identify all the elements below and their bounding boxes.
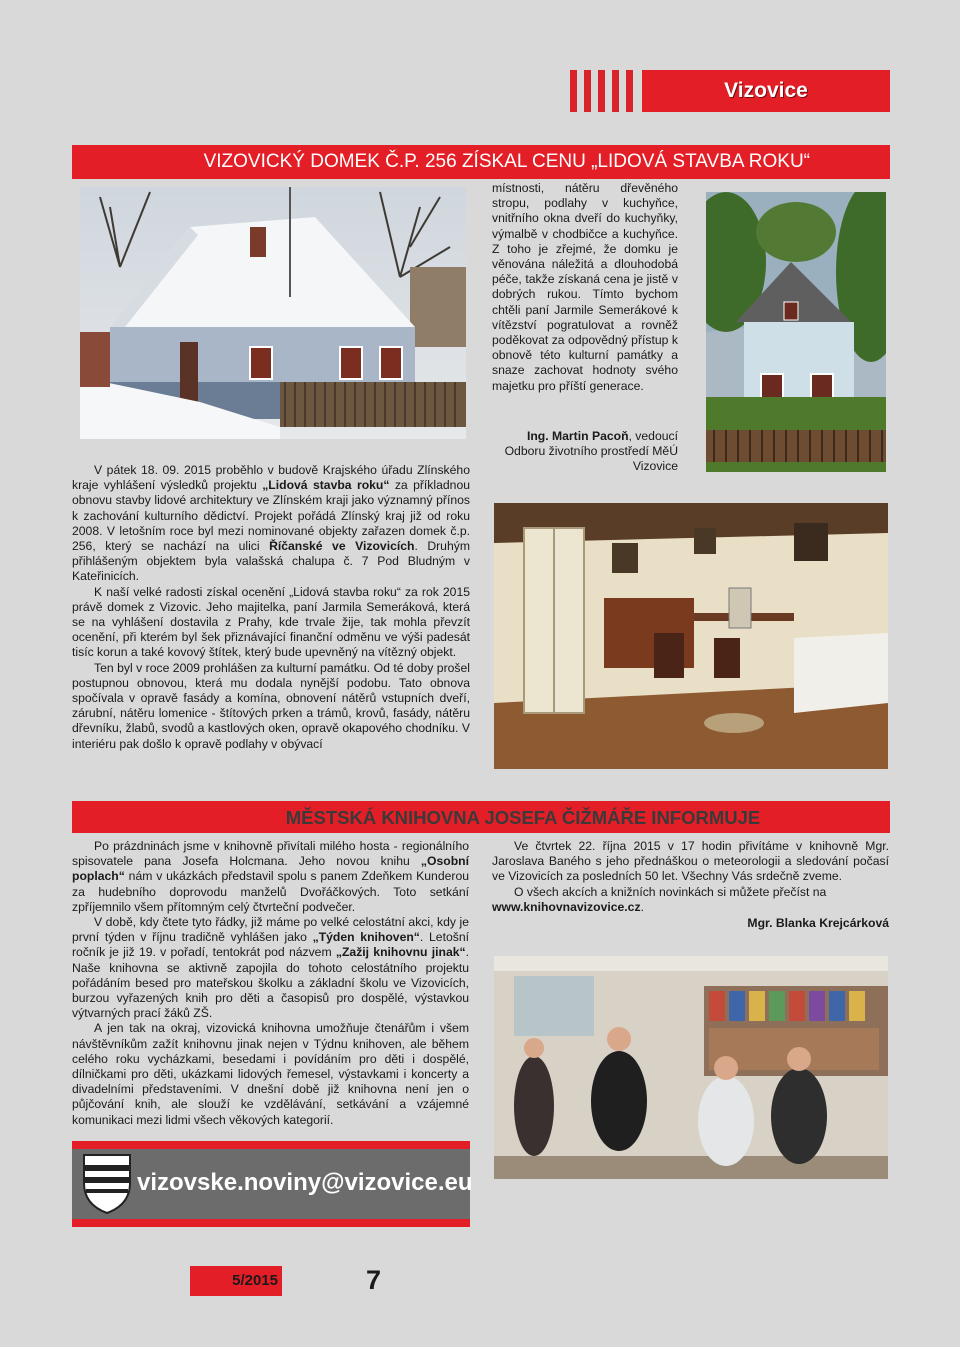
contact-email[interactable]: vizovske.noviny@vizovice.eu [137, 1169, 473, 1196]
article1-body [72, 463, 470, 752]
article1-para2: K naší velké radosti získal ocenění „Lidová stavba roku“ za rok 2015 právě domek z Vizovic. Jeho majitelka, paní Jarmila Semeráková, která se na vyhlášení dostavila z Prahy, kde trvale žije, tak mohla převzít ocenění, při kterém byl šek přiznávající finanční odměnu ve výši padesát tisíc korun a také kovový štítek, který bude upevněný na vítězný objekt. [72, 584, 470, 660]
library-para2: V době, kdy čtete tyto řádky, již máme po velké celostátní akci, kdy je první týden v říjnu tradičně vyhlášen jako „Týden knihoven“. Letošní ročník je již 19. v pořadí, tentokrát pod názvem „Zažij knihovnu jinak“. Naše knihovna se aktivně zapojila do tohoto celostátního projektu pořádáním besed pro mateřskou školku a základní školu ve Vizovicích, burzou vyřazených knih pro děti a časopisů pro dospělé, výstavkou výtvarných prací žáků ZŠ. [72, 915, 469, 1021]
library-para5: O všech akcích a knižních novinkách si můžete přečíst na [514, 884, 827, 899]
photo-house-summer [706, 192, 886, 472]
email-banner [72, 1141, 473, 1227]
library-para4: Ve čtvrtek 22. října 2015 v 17 hodin přivítáme v knihovně Mgr. Jaroslava Baného s jeho přednáškou o meteorologii a sledování počasí ve Vizovicích za posledních 50 let. Všechny Vás srdečně zveme. [492, 839, 889, 884]
library-signature: Mgr. Blanka Krejcárková [747, 916, 889, 931]
library-body [72, 839, 469, 1128]
section-label: Vizovice [642, 70, 890, 112]
article1-para3: Ten byl v roce 2009 prohlášen za kulturní památku. Od té doby prošel postupnou obnovou, která mu dodala nynější podobu. Tato obnova spočívala v opravě fasády a komína, obnovení nátěrů vstupních dveří, zárubní, nátěru lomenice - štítových prken a trámů, krovů, fasády, nátěru dřevníku, žlabů, svodů a kastlových oken, opravě okapového chodníku. V interiéru pak došlo k opravě podlahy v obývací [72, 660, 470, 751]
article1-continuation: místnosti, nátěru dřevěného stropu, podlahy v kuchyňce, vnitřního okna dveří do kuchyňky, výmalbě v chodbičce a kuchyňce. Z toho je zřejmé, že domku je věnována náležitá a dlouhodobá péče, takže získaná cena je jistě v dobrých rukou. Tímto bychom chtěli paní Jarmile Semerákové k vítězství pogratulovat a rovněž poděkovat za odpovědný přístup k obnově této kulturní památky a snaze zachovat hodnoty svého majetku pro příští generace. [492, 181, 678, 393]
library-website-link[interactable]: www.knihovnavizovice.cz [492, 899, 641, 914]
library-event: Ve čtvrtek 22. října 2015 v 17 hodin přivítáme v knihovně Mgr. Jaroslava Baného s jeho přednáškou o meteorologii a sledování počasí ve Vizovicích za posledních 50 let. Všechny Vás srdečně zveme. O všech akcích a knižních novinkách si můžete přečíst na www.knihovnavizovice.cz. Mgr. Blanka Krejcárková [492, 839, 889, 931]
photo-interior [494, 503, 888, 769]
library-para1: Po prázdninách jsme v knihovně přivítali milého hosta - regionálního spisovatele pana Josefa Holcmana. Jeho novou knihu „Osobní poplach“ nám v ukázkách představil spolu s panem Zdeňkem Kunderou za hudebního doprovodu manželů Dvořáčkových. Toto setkání zpříjemnilo všem přítomným celý čtvrteční podvečer. [72, 839, 469, 914]
vizovice-crest-icon [82, 1153, 132, 1215]
page-number: 7 [366, 1265, 382, 1295]
library-para3: A jen tak na okraj, vizovická knihovna umožňuje čtenářům i všem návštěvníkům zažít knihovnu jinak nejen v Týdnu knihoven, ale během celého roku vycházkami, besedami i povídáním pro děti i dospělé, dílničkami pro děti, ukázkami lidových řemesel, výstavkami i koncerty a divadelními představeními. V dnešní době již knihovna není jen o půjčování knih, ale slouží ke vzdělávání, setkávání a vzájemné komunikaci mezi lidmi všech věkových kategorií. [72, 1021, 469, 1127]
article-title: VIZOVICKÝ DOMEK Č.P. 256 ZÍSKAL CENU „LIDOVÁ STAVBA ROKU“ [72, 145, 890, 179]
photo-library-event [494, 956, 888, 1179]
article1-para1: V pátek 18. 09. 2015 proběhlo v budově Krajského úřadu Zlínského kraje vyhlášení výsledků projektu „Lidová stavba roku“ za příkladnou obnovu stavby lidové architektury ve Zlínském kraji jako významný přínos k zachování kulturního dědictví. Projekt pořádá Zlínský kraj již od roku 2008. V letošním roce byl mezi nominované objekty zařazen domek č.p. 256, který se nachází na ulici Říčanské ve Vizovicích. Druhým přihlášeným objektem byla valašská chalupa č. 7 Pod Bludným v Kateřinicích. [72, 463, 470, 584]
article1-signature: Ing. Martin Pacoň, vedoucí Odboru životního prostředí MěÚ Vizovice [504, 429, 678, 474]
photo-house-winter [80, 187, 466, 439]
issue-badge: 5/2015 [190, 1266, 282, 1296]
library-title: MĚSTSKÁ KNIHOVNA JOSEFA ČIŽMÁŘE INFORMUJE [72, 801, 890, 833]
